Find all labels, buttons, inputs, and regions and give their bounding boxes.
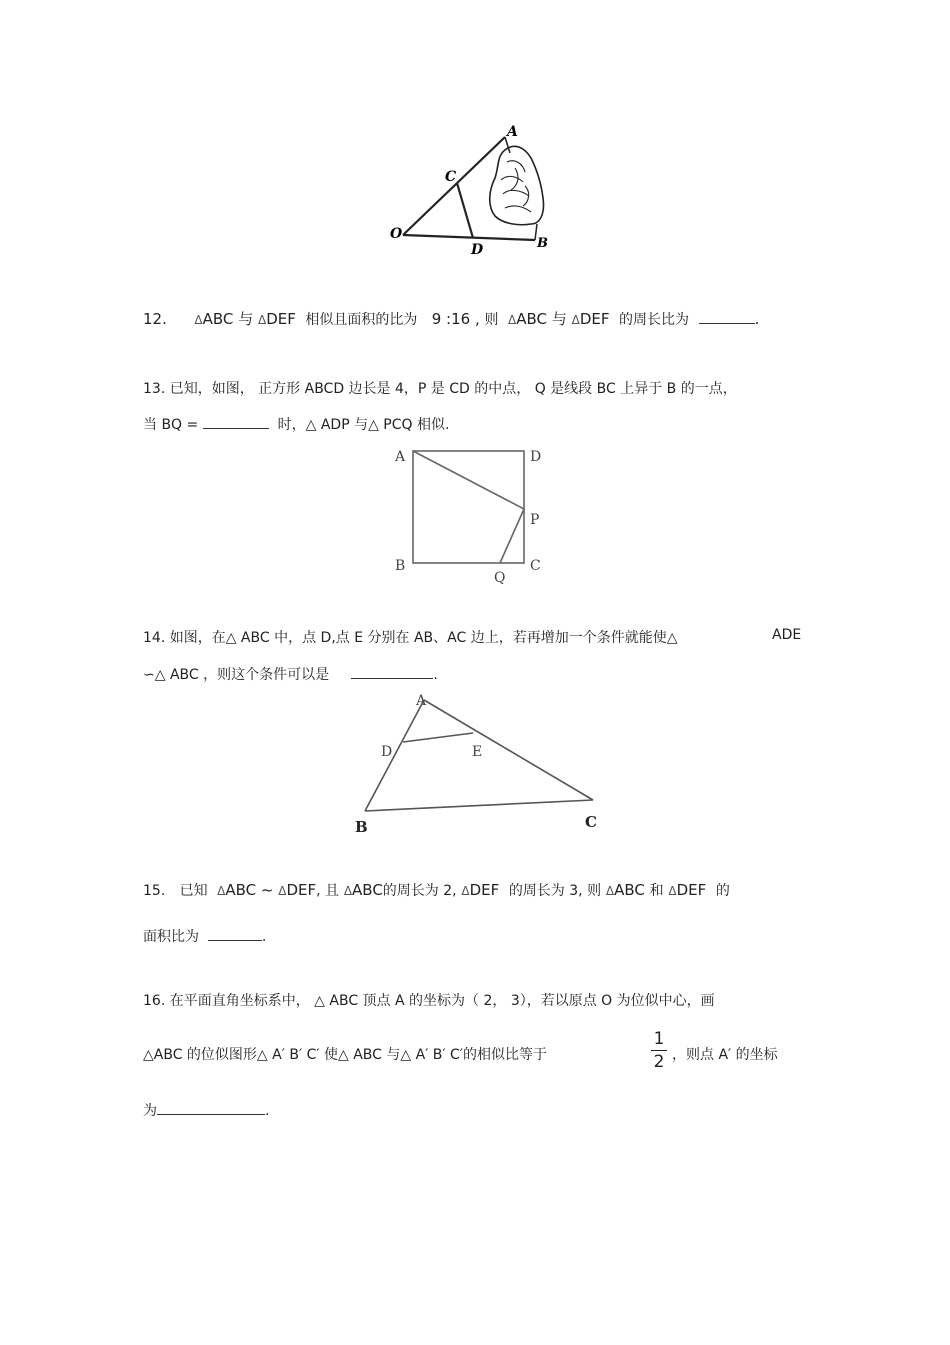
q12-tri2: DEF: [266, 310, 296, 328]
segment-BC: [365, 800, 593, 811]
question-16-line3: [143, 1100, 269, 1120]
fraction-numerator: 1: [653, 1029, 665, 1049]
segment-AB: [365, 700, 424, 811]
question-12: [143, 308, 759, 329]
label-P: P: [530, 512, 540, 528]
segment-PQ: [500, 509, 524, 563]
q15-tri4: DEF: [469, 881, 500, 899]
pond-shape: [490, 146, 544, 224]
label-C: C: [445, 169, 457, 185]
answer-blank[interactable]: [208, 940, 262, 941]
q14-line2a: ∽△ ABC ，则这个条件可以是: [143, 667, 330, 683]
triangle-icon: Δ: [194, 313, 203, 327]
q14-end: .: [433, 667, 438, 683]
q12-ratio: 9 :16 ,: [431, 310, 480, 328]
triangle-icon: Δ: [571, 313, 580, 327]
triangle-icon: Δ: [508, 313, 517, 327]
segment-OB: [403, 235, 535, 240]
q15-end: .: [261, 929, 267, 945]
q12-text2: 则: [484, 312, 499, 328]
q15-and1: , 且: [316, 883, 340, 899]
triangle-icon: Δ: [343, 884, 353, 898]
q12-end: .: [754, 310, 760, 328]
q15-tri5: ABC: [614, 881, 645, 899]
label-Q: Q: [494, 570, 506, 586]
triangle-icon: Δ: [217, 884, 226, 898]
fraction-one-half: [651, 1030, 667, 1071]
answer-blank[interactable]: [351, 678, 433, 679]
q15-tri1: ABC: [225, 881, 257, 899]
question-16-line1: 16. 在平面直角坐标系中， △ ABC 顶点 A 的坐标为（ 2， 3），若以原点 O 为位似中心，画: [143, 993, 715, 1009]
answer-blank[interactable]: [203, 428, 269, 429]
segment-AC: [424, 700, 593, 800]
q12-text3: 的周长比为: [619, 312, 690, 328]
answer-blank[interactable]: [699, 323, 755, 324]
triangle-icon: Δ: [461, 884, 470, 898]
question-14-line2: [143, 664, 438, 684]
label-B: B: [537, 236, 548, 251]
triangle-icon: Δ: [278, 884, 287, 898]
triangle-icon: Δ: [605, 884, 615, 898]
segment-AP: [413, 451, 524, 509]
question-13-line1: 13. 已知，如图， 正方形 ABCD 边长是 4，P 是 CD 的中点， Q 是线段 BC 上异于 B 的一点，: [143, 381, 737, 397]
label-E: E: [472, 744, 483, 760]
segment-DE: [403, 733, 473, 742]
label-A: A: [507, 124, 518, 140]
q15-line2a: 面积比为: [143, 929, 199, 945]
fraction-bar: [651, 1050, 667, 1051]
q16-line3a: 为: [143, 1103, 157, 1119]
q16-end: .: [265, 1103, 270, 1119]
q13-figure: [390, 444, 550, 589]
q15-tri2: DEF: [286, 881, 317, 899]
q13-line2a: 当 BQ =: [143, 417, 199, 433]
label-A: A: [395, 449, 406, 465]
question-14-line1: 14. 如图，在△ ABC 中，点 D,点 E 分别在 AB、AC 边上，若再增加一个条件就能使△: [143, 630, 678, 646]
question-14-line1-end: ADE: [772, 627, 802, 643]
q15-tri6: DEF: [676, 881, 707, 899]
q15-known: 已知: [179, 883, 208, 899]
label-D: D: [381, 744, 393, 760]
q15-and2: 和: [649, 883, 664, 899]
segment-CD: [457, 183, 473, 238]
q12-with2: 与: [551, 310, 567, 328]
q14-figure: [348, 688, 608, 838]
label-C: C: [585, 813, 597, 831]
answer-blank[interactable]: [157, 1114, 265, 1115]
q12-tri4: DEF: [579, 310, 610, 328]
label-D: D: [471, 242, 484, 258]
q12-tri3: ABC: [516, 310, 548, 328]
q12-tri1: ABC: [202, 310, 234, 328]
triangle-icon: Δ: [257, 313, 267, 327]
q15-tri3: ABC: [352, 881, 383, 899]
label-O: O: [390, 226, 403, 242]
q11-figure: [385, 120, 560, 260]
label-B: B: [355, 818, 368, 836]
q12-text1: 相似且面积的比为: [305, 312, 418, 328]
segment-OA: [403, 137, 505, 235]
question-15-line2: [143, 926, 266, 946]
label-D: D: [530, 449, 542, 465]
fraction-denominator: 2: [653, 1052, 665, 1072]
label-C: C: [530, 558, 541, 574]
label-A: A: [416, 693, 427, 709]
q15-number: 15.: [143, 883, 166, 899]
q15-perim2: 的周长为 3, 则: [508, 883, 602, 899]
label-B: B: [395, 558, 406, 574]
q15-perim1: 的周长为 2,: [382, 883, 457, 899]
q13-line2b: 时，△ ADP 与△ PCQ 相似.: [277, 417, 450, 433]
q12-number: 12.: [143, 310, 167, 328]
triangle-icon: Δ: [668, 884, 677, 898]
question-16-line2a: △ABC 的位似图形△ A′ B′ C′ 使△ ABC 与△ A′ B′ C′的相似比等于: [143, 1047, 547, 1063]
q15-of: 的: [715, 883, 730, 899]
question-15-line1: [143, 880, 730, 900]
q12-with1: 与: [238, 310, 254, 328]
q15-sim: ~: [260, 881, 274, 899]
question-13-line2: [143, 414, 449, 434]
question-16-line2b: ，则点 A′ 的坐标: [672, 1047, 778, 1063]
